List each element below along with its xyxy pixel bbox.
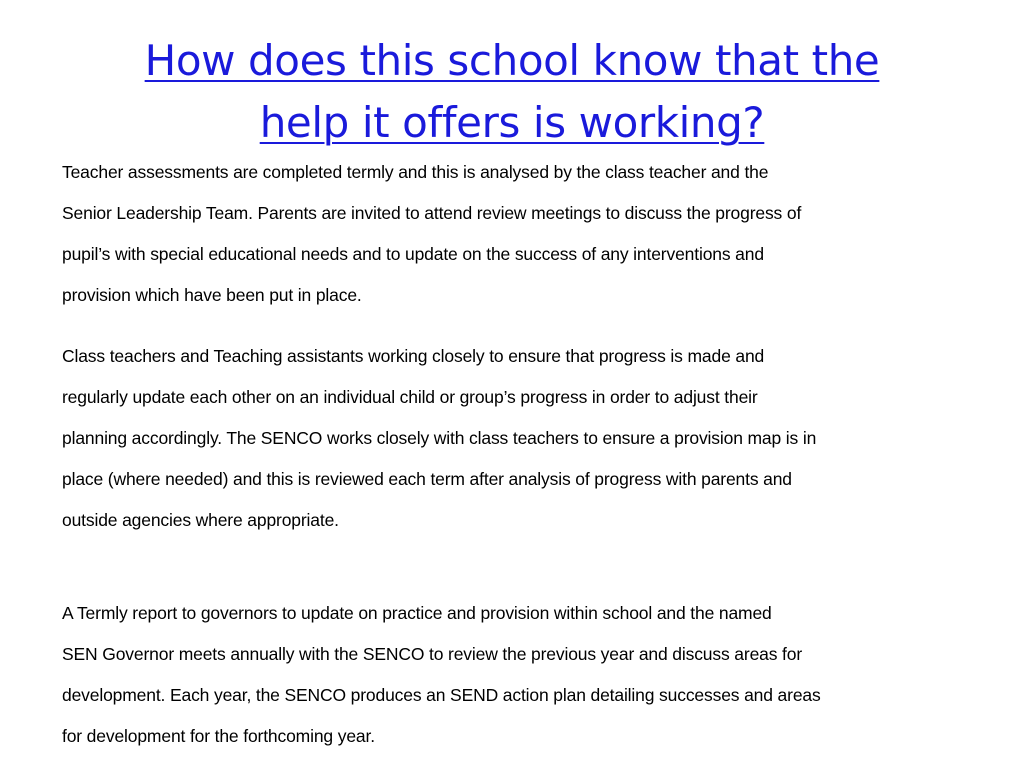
paragraph-line: provision which have been put in place. — [62, 285, 362, 305]
paragraph-line: Teacher assessments are completed termly and this is analysed by the class teacher and the — [62, 162, 769, 182]
paragraph-assessments — [62, 152, 982, 316]
paragraph-line: development. Each year, the SENCO produces an SEND action plan detailing successes and areas — [62, 685, 821, 705]
slide-title-link[interactable] — [145, 36, 880, 147]
paragraph-line: place (where needed) and this is reviewed each term after analysis of progress with parents and — [62, 469, 792, 489]
title-line: help it offers is working? — [259, 98, 765, 147]
title-line: How does this school know that the — [144, 36, 880, 85]
paragraph-governors — [62, 593, 982, 757]
paragraph-line: SEN Governor meets annually with the SENCO to review the previous year and discuss areas for — [62, 644, 803, 664]
paragraph-line: A Termly report to governors to update on practice and provision within school and the named — [62, 603, 772, 623]
paragraph-line: outside agencies where appropriate. — [62, 510, 339, 530]
paragraph-line: Class teachers and Teaching assistants working closely to ensure that progress is made and — [62, 346, 765, 366]
paragraph-line: pupil’s with special educational needs and to update on the success of any interventions and — [62, 244, 764, 264]
paragraph-class-teachers — [62, 336, 982, 541]
paragraph-line: for development for the forthcoming year. — [62, 726, 375, 746]
slide-title — [60, 30, 964, 154]
slide-body — [62, 152, 982, 757]
paragraph-line: regularly update each other on an individual child or group’s progress in order to adjust their — [62, 387, 758, 407]
paragraph-line: planning accordingly. The SENCO works closely with class teachers to ensure a provision map is in — [62, 428, 817, 448]
paragraph-line: Senior Leadership Team. Parents are invited to attend review meetings to discuss the progress of — [62, 203, 802, 223]
